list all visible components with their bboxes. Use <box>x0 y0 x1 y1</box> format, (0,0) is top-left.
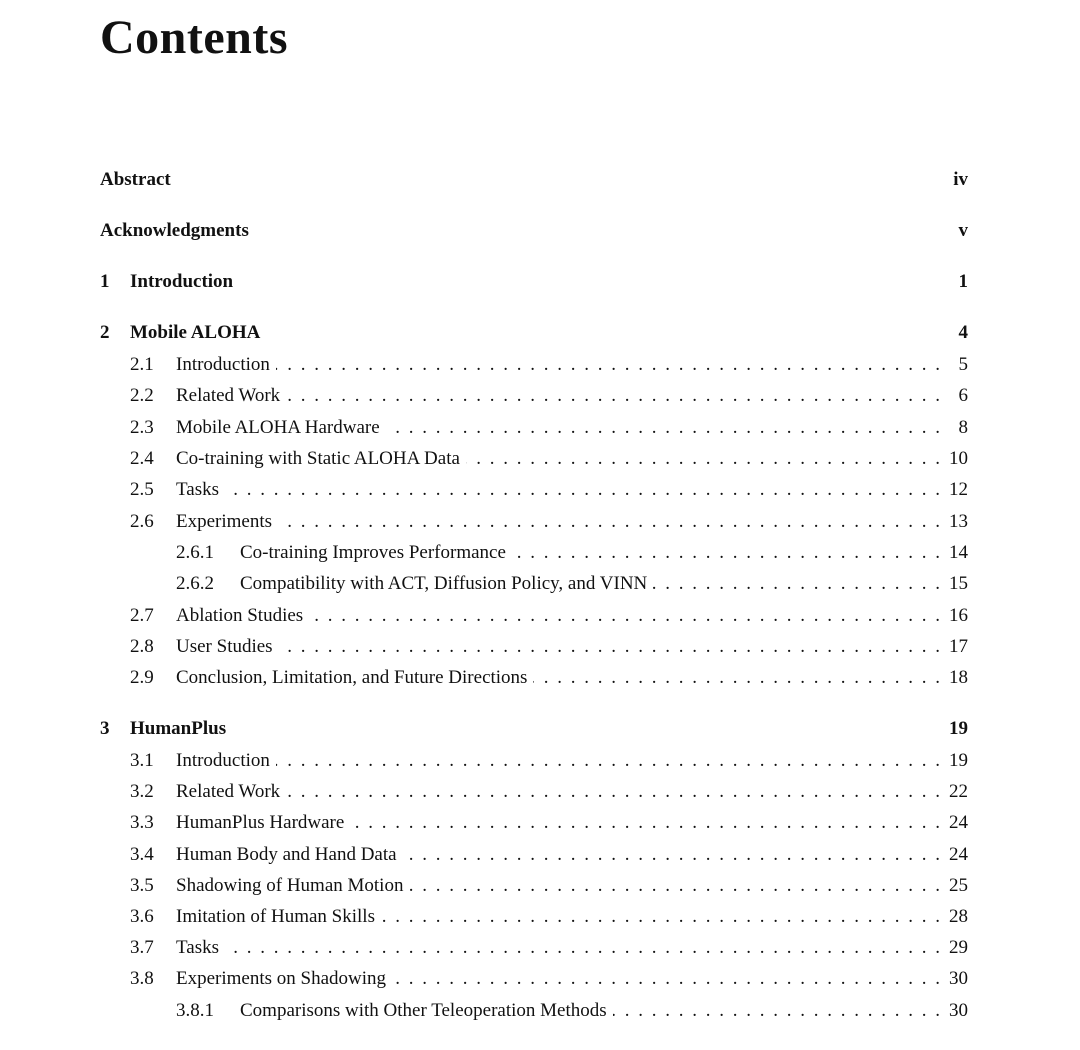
toc-entry-number: 3.7 <box>130 937 154 958</box>
toc-entry-page-number: 30 <box>949 1000 968 1021</box>
toc-entry-page-number: 30 <box>949 968 968 989</box>
toc-entry-title: HumanPlus Hardware <box>176 812 345 833</box>
toc-entry-title: Comparisons with Other Teleoperation Methods <box>240 1000 607 1021</box>
toc-entry-page-number: 1 <box>958 271 968 292</box>
toc-entry-page-number: 14 <box>949 542 968 563</box>
toc-dot-leader <box>533 666 942 690</box>
toc-entry-page-number: 25 <box>949 875 968 896</box>
toc-dot-leader <box>278 510 942 534</box>
toc-entry-number: 2.1 <box>130 354 154 375</box>
toc-entry-section[interactable] <box>100 780 968 804</box>
toc-entry-section[interactable] <box>100 749 968 773</box>
toc-entry-page-number: 6 <box>958 385 968 406</box>
toc-entry-number: 3.2 <box>130 781 154 802</box>
toc-entry-title: User Studies <box>176 636 273 657</box>
toc-entry-page-number: 18 <box>949 667 968 688</box>
toc-entry-title: Imitation of Human Skills <box>176 906 375 927</box>
toc-dot-leader <box>279 635 942 659</box>
toc-entry-page-number: 4 <box>958 322 968 343</box>
toc-entry-section[interactable] <box>100 967 968 991</box>
toc-dot-leader <box>653 572 942 596</box>
toc-entry-page-number: iv <box>953 169 968 190</box>
toc-entry-number: 2 <box>100 322 110 343</box>
toc-dot-leader <box>613 999 942 1023</box>
toc-entry-number: 2.9 <box>130 667 154 688</box>
toc-entry-number: 2.6.2 <box>176 573 214 594</box>
toc-entry-title: Conclusion, Limitation, and Future Directions <box>176 667 528 688</box>
toc-entry-number: 3.4 <box>130 844 154 865</box>
toc-entry-title: Related Work <box>176 385 281 406</box>
toc-dot-leader <box>309 604 942 628</box>
toc-entry-number: 2.8 <box>130 636 154 657</box>
toc-entry-title: Ablation Studies <box>176 605 304 626</box>
toc-entry-number: 3.3 <box>130 812 154 833</box>
toc-entry-number: 2.5 <box>130 479 154 500</box>
toc-entry-page-number: 22 <box>949 781 968 802</box>
toc-entry-title: HumanPlus <box>130 718 227 739</box>
toc-dot-leader <box>276 353 942 377</box>
toc-entry-section[interactable] <box>100 905 968 929</box>
toc-dot-leader <box>225 936 942 960</box>
toc-entry-page-number: 13 <box>949 511 968 532</box>
toc-entry-chapter[interactable] <box>100 717 968 741</box>
toc-dot-leader <box>466 447 942 471</box>
toc-entry-number: 1 <box>100 271 110 292</box>
toc-entry-page-number: 5 <box>958 354 968 375</box>
toc-entry-page-number: 19 <box>949 718 968 739</box>
toc-entry-number: 2.4 <box>130 448 154 469</box>
toc-entry-title: Introduction <box>176 750 270 771</box>
toc-entry-page-number: 24 <box>949 844 968 865</box>
toc-dot-leader <box>386 416 942 440</box>
toc-entry-title: Experiments <box>176 511 273 532</box>
toc-entry-section[interactable] <box>100 666 968 690</box>
toc-entry-number: 3.8 <box>130 968 154 989</box>
toc-entry-section[interactable] <box>100 874 968 898</box>
toc-entry-chapter[interactable] <box>100 168 968 192</box>
toc-entry-title: Experiments on Shadowing <box>176 968 387 989</box>
toc-entry-page-number: 10 <box>949 448 968 469</box>
toc-entry-page-number: 15 <box>949 573 968 594</box>
toc-entry-title: Abstract <box>100 169 171 190</box>
page-title: Contents <box>100 11 289 64</box>
toc-entry-number: 3.8.1 <box>176 1000 214 1021</box>
toc-entry-title: Acknowledgments <box>100 220 249 241</box>
toc-entry-number: 3.5 <box>130 875 154 896</box>
toc-entry-title: Compatibility with ACT, Diffusion Policy, and VINN <box>240 573 648 594</box>
toc-dot-leader <box>392 967 942 991</box>
toc-entry-title: Tasks <box>176 479 220 500</box>
toc-dot-leader <box>225 478 942 502</box>
toc-dot-leader <box>350 811 942 835</box>
toc-entry-section[interactable] <box>100 811 968 835</box>
toc-entry-section[interactable] <box>100 604 968 628</box>
table-of-contents <box>100 0 968 1050</box>
toc-entry-section[interactable] <box>100 478 968 502</box>
toc-entry-title: Introduction <box>176 354 270 375</box>
toc-entry-page-number: 29 <box>949 937 968 958</box>
toc-entry-chapter[interactable] <box>100 321 968 345</box>
toc-dot-leader <box>403 843 942 867</box>
toc-entry-page-number: 28 <box>949 906 968 927</box>
toc-entry-section[interactable] <box>100 936 968 960</box>
toc-entry-page-number: 16 <box>949 605 968 626</box>
toc-entry-section[interactable] <box>100 635 968 659</box>
toc-dot-leader <box>286 780 942 804</box>
toc-entry-chapter[interactable] <box>100 270 968 294</box>
toc-entry-number: 2.7 <box>130 605 154 626</box>
toc-dot-leader <box>512 541 942 565</box>
toc-entry-section[interactable] <box>100 843 968 867</box>
toc-dot-leader <box>381 905 942 929</box>
toc-entry-subsection[interactable] <box>100 572 968 596</box>
toc-entry-subsection[interactable] <box>100 541 968 565</box>
toc-entry-subsection[interactable] <box>100 999 968 1023</box>
toc-entry-number: 3.6 <box>130 906 154 927</box>
toc-entry-chapter[interactable] <box>100 219 968 243</box>
toc-dot-leader <box>286 384 942 408</box>
toc-entry-title: Related Work <box>176 781 281 802</box>
toc-entry-title: Co-training with Static ALOHA Data <box>176 448 460 469</box>
toc-entry-page-number: v <box>958 220 968 241</box>
toc-entry-section[interactable] <box>100 510 968 534</box>
toc-entry-section[interactable] <box>100 353 968 377</box>
toc-entry-number: 3.1 <box>130 750 154 771</box>
toc-dot-leader <box>409 874 942 898</box>
toc-entry-title: Human Body and Hand Data <box>176 844 397 865</box>
toc-entry-number: 2.2 <box>130 385 154 406</box>
toc-entry-number: 2.3 <box>130 417 154 438</box>
toc-dot-leader <box>276 749 942 773</box>
toc-entry-title: Co-training Improves Performance <box>240 542 506 563</box>
toc-entry-section[interactable] <box>100 384 968 408</box>
toc-entry-page-number: 8 <box>958 417 968 438</box>
toc-entry-title: Introduction <box>130 271 234 292</box>
toc-entry-number: 2.6.1 <box>176 542 214 563</box>
toc-entry-title: Mobile ALOHA <box>130 322 261 343</box>
toc-entry-page-number: 17 <box>949 636 968 657</box>
toc-entry-title: Mobile ALOHA Hardware <box>176 417 380 438</box>
toc-entry-page-number: 19 <box>949 750 968 771</box>
toc-entry-title: Shadowing of Human Motion <box>176 875 404 896</box>
toc-entry-number: 2.6 <box>130 511 154 532</box>
toc-entry-title: Tasks <box>176 937 220 958</box>
toc-entry-page-number: 12 <box>949 479 968 500</box>
toc-entry-section[interactable] <box>100 416 968 440</box>
toc-entry-section[interactable] <box>100 447 968 471</box>
toc-entry-number: 3 <box>100 718 110 739</box>
toc-entry-page-number: 24 <box>949 812 968 833</box>
